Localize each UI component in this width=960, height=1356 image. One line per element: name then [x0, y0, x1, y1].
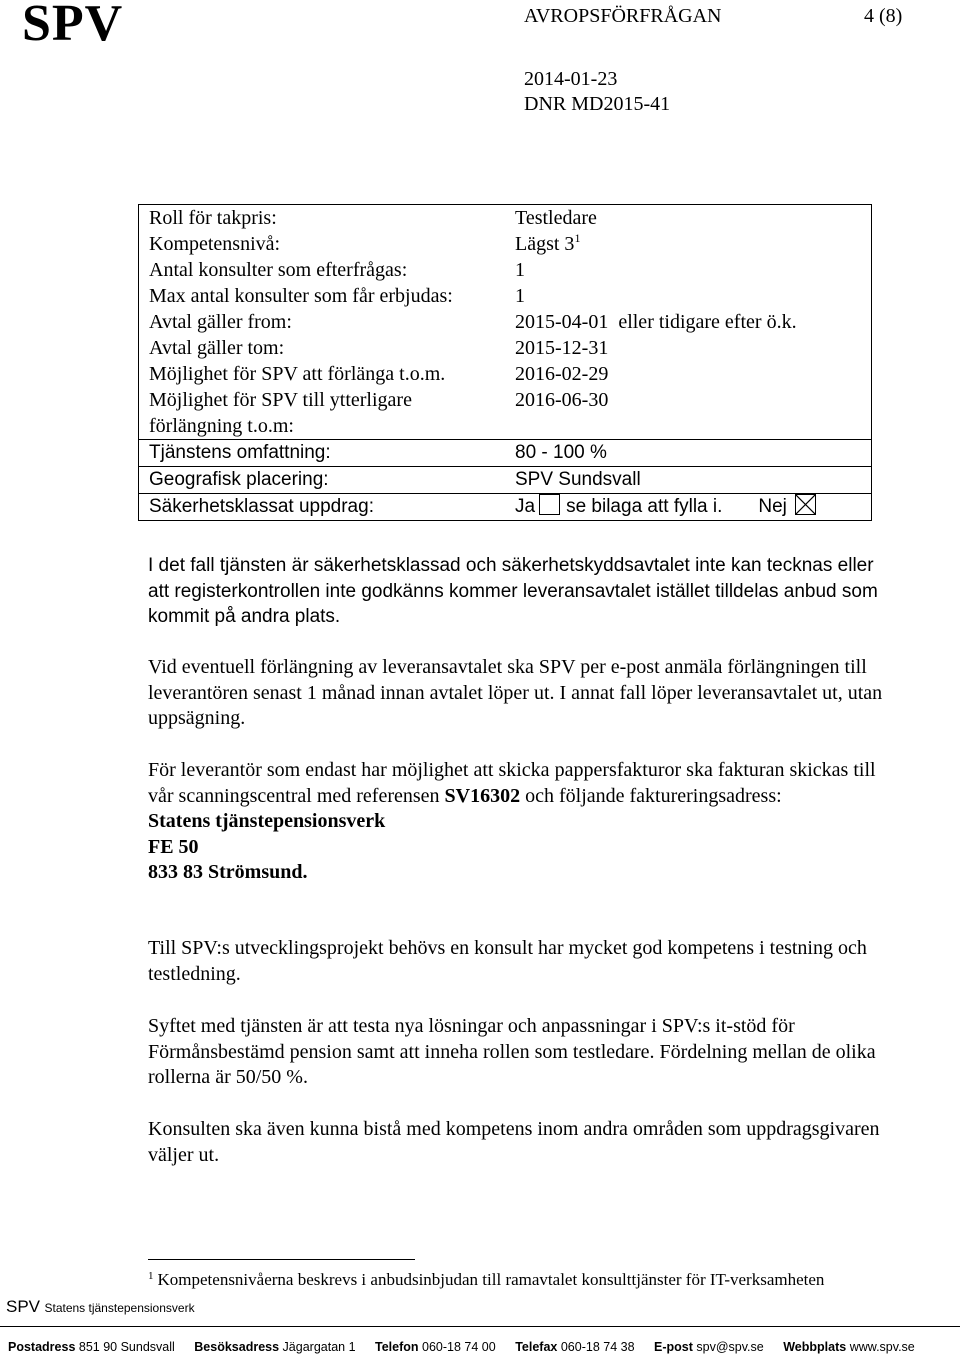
paragraph-invoicing: För leverantör som endast har möjlighet att skicka pappersfakturor ska fakturan skickas till vår scanningscentral med referensen SV16302 och följande faktureringsadress: Statens tjänstepensionsverk FE 50 833 83 Strömsund. [148, 759, 876, 883]
document-type: AVROPSFÖRFRÅGAN [524, 5, 722, 27]
paragraph-project: Till SPV:s utvecklingsprojekt behövs en konsult har mycket god kompetens i testning och testledning. [148, 937, 867, 985]
row-value: 2015-12-31 [515, 337, 609, 359]
table-row [139, 257, 872, 283]
table-row [139, 231, 872, 257]
document-dnr: DNR MD2015-41 [524, 93, 671, 115]
website-link[interactable]: www.spv.se [849, 1340, 915, 1354]
paragraph-extension: Vid eventuell förlängning av leveransavtalet ska SPV per e-post anmäla förlängningen till leverantören senast 1 månad innan avtalet löper ut. I annat fall löper leveransavtalet ut, utan uppsägning. [148, 656, 883, 729]
paragraph-security: I det fall tjänsten är säkerhetsklassad och säkerhetskyddsavtalet inte kan tecknas eller att registerkontrollen inte godkänns kommer leveransavtalet istället tilldelas anbud som kommit på andra plats. [148, 555, 878, 627]
row-label: Geografisk placering: [139, 467, 506, 494]
row-value: 80 - 100 % [505, 440, 872, 467]
table-row [139, 440, 872, 467]
address-line: Statens tjänstepensionsverk [148, 810, 386, 832]
row-label: Antal konsulter som efterfrågas: [149, 259, 408, 281]
table-row [139, 387, 872, 440]
table-row [139, 467, 872, 494]
nej-label: Nej [758, 496, 787, 517]
spv-logo: SPV [22, 0, 124, 52]
page-number: 4 (8) [864, 5, 903, 27]
row-label: Möjlighet för SPV att förlänga t.o.m. [149, 363, 446, 385]
document-date: 2014-01-23 [524, 68, 618, 90]
row-label: Möjlighet för SPV till ytterligare förlängning t.o.m: [149, 389, 412, 437]
row-value: 2016-02-29 [515, 363, 609, 385]
paragraph-other-areas: Konsulten ska även kunna bistå med kompetens inom andra områden som uppdragsgivaren väljer ut. [148, 1118, 880, 1166]
ja-checkbox[interactable] [539, 494, 560, 515]
footnote: $^1$ Kompetensnivåerna beskrevs i anbudsinbjudan till ramavtalet konsulttjänster för IT-verksamheten [148, 1270, 825, 1289]
row-label: Roll för takpris: [149, 207, 277, 229]
organization-name: SPV Statens tjänstepensionsverk [6, 1297, 195, 1316]
row-value: 1 [515, 259, 525, 281]
row-label: Säkerhetsklassat uppdrag: [139, 494, 506, 521]
paragraph-purpose: Syftet med tjänsten är att testa nya lösningar och anpassningar i SPV:s it-stöd för Förmånsbestämd pension samt att inneha rollen som testledare. Fördelning mellan de olika rollerna är 50/50 %. [148, 1015, 876, 1088]
footnote-ref: 1 [574, 231, 581, 245]
nej-checkbox[interactable] [795, 494, 816, 515]
row-label: Tjänstens omfattning: [139, 440, 506, 467]
table-row [139, 494, 872, 521]
assignment-info-table [138, 204, 872, 521]
table-row [139, 309, 872, 335]
invoice-reference: SV16302 [444, 784, 521, 807]
row-label: Max antal konsulter som får erbjudas: [149, 285, 453, 307]
page-footer: Postadress 851 90 Sundsvall Besöksadress Jägargatan 1 Telefon 060-18 74 00 Telefax 060-18 74 38 E-post spv@spv.se Webbplats www.spv.se [8, 1340, 915, 1354]
email-link[interactable]: spv@spv.se [696, 1340, 764, 1354]
security-class-options [505, 494, 872, 521]
table-row [139, 335, 872, 361]
row-value: 1 [515, 285, 525, 307]
table-row [139, 361, 872, 387]
row-value: 2015-04-01 eller tidigare efter ö.k. [515, 311, 797, 333]
row-label: Avtal gäller from: [149, 311, 292, 333]
address-line: 833 83 Strömsund. [148, 861, 308, 883]
row-value: SPV Sundsvall [505, 467, 872, 494]
ja-label: Ja [515, 496, 536, 517]
row-value: Testledare [515, 207, 597, 229]
row-label: Kompetensnivå: [149, 233, 281, 255]
row-label: Avtal gäller tom: [149, 337, 285, 359]
row-value: Lägst $3^1$ [515, 231, 581, 255]
checked-x-icon [796, 495, 815, 514]
footer-divider [0, 1326, 960, 1327]
address-line: FE 50 [148, 835, 199, 858]
table-row [139, 205, 872, 232]
row-value: 2016-06-30 [515, 389, 609, 411]
footnote-divider [148, 1259, 415, 1260]
bilaga-note: se bilaga att fylla i. [566, 496, 723, 517]
table-row [139, 283, 872, 309]
